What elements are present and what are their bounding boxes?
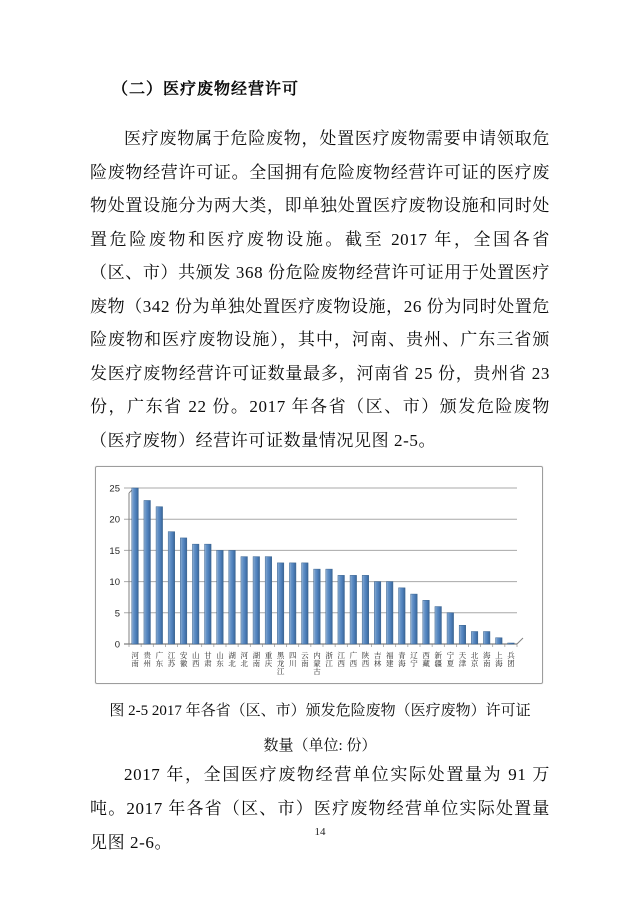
x-category-label: 山西 — [191, 651, 200, 668]
bar — [180, 538, 187, 644]
x-category-label: 海南 — [482, 651, 491, 668]
x-category-label: 新疆 — [434, 651, 442, 668]
bar — [265, 557, 272, 644]
x-category-label: 江西 — [337, 651, 345, 668]
x-category-label: 兵团 — [507, 651, 515, 668]
x-category-label: 辽宁 — [410, 651, 418, 668]
bar — [483, 632, 490, 644]
x-category-label: 贵州 — [143, 651, 151, 668]
bar — [289, 563, 296, 644]
body-paragraph-1: 医疗废物属于危险废物，处置医疗废物需要申请领取危险废物经营许可证。全国拥有危险废物经营许可证的医疗废物处置设施分为两大类，即单独处置医疗废物设施和同时处置危险废物和医疗废物设施。截至 2017 年，全国各省（区、市）共颁发 368 份危险废物经营许可证用于处置医疗废物（342 份为单独处置医疗废物设施，26 份为同时处置危险废物和医疗废物设施），其中，河南、贵州、广东三省颁发医疗废物经营许可证数量最多，河南省 25 份，贵州省 23 份，广东省 22 份。2017 年各省（区、市）颁发危险废物（医疗废物）经营许可证数量情况见图 2-5。 — [90, 129, 550, 450]
x-category-label: 湖北 — [228, 651, 236, 668]
bar — [277, 563, 284, 644]
bar — [326, 569, 333, 644]
x-category-label: 四川 — [288, 651, 297, 668]
x-category-label: 内蒙古 — [313, 651, 321, 676]
x-category-label: 浙江 — [325, 651, 333, 668]
body-paragraph-2: 2017 年，全国医疗废物经营单位实际处置量为 91 万吨。2017 年各省（区、市）医疗废物经营单位实际处置量见图 2-6。 — [90, 765, 550, 852]
x-category-label: 上海 — [495, 651, 503, 668]
bar — [168, 532, 175, 644]
bar — [423, 600, 430, 644]
bar — [229, 550, 236, 644]
bar — [156, 507, 163, 644]
bar — [447, 613, 454, 644]
x-category-label: 广东 — [155, 651, 164, 668]
bar — [314, 569, 321, 644]
x-category-label: 江苏 — [167, 651, 176, 668]
bar — [302, 563, 309, 644]
bar — [144, 500, 151, 644]
x-category-label: 青海 — [398, 651, 406, 668]
y-tick-label: 5 — [114, 608, 120, 620]
figure-caption-line2: 数量（单位: 份） — [263, 738, 377, 754]
section-heading: （二）医疗废物经营许可 — [112, 81, 300, 98]
bar — [411, 594, 418, 644]
bar — [508, 643, 515, 644]
x-category-label: 吉林 — [373, 651, 382, 668]
y-tick-label: 0 — [114, 639, 120, 651]
bar — [459, 625, 466, 644]
y-tick-label: 20 — [109, 514, 120, 526]
chart-svg — [96, 467, 542, 683]
x-category-label: 甘肃 — [204, 651, 212, 668]
bar — [205, 544, 212, 644]
x-category-label: 安徽 — [179, 651, 188, 668]
bar — [217, 550, 224, 644]
bar — [374, 582, 381, 644]
x-category-label: 福建 — [385, 651, 394, 668]
bar — [362, 575, 369, 644]
x-category-label: 广西 — [349, 651, 358, 668]
x-category-label: 黑龙江 — [276, 651, 285, 676]
y-tick-label: 25 — [109, 483, 120, 495]
bar — [386, 582, 393, 644]
x-category-label: 陕西 — [361, 651, 370, 668]
x-category-label: 云南 — [301, 651, 309, 668]
bar — [350, 575, 357, 644]
x-category-label: 宁夏 — [446, 651, 455, 668]
bar — [435, 607, 442, 644]
x-category-label: 河北 — [240, 651, 248, 668]
bar — [132, 488, 139, 644]
x-category-label: 西藏 — [422, 651, 430, 668]
floor-edge-right — [517, 638, 523, 644]
x-category-label: 天津 — [458, 651, 467, 668]
bar — [399, 588, 406, 644]
bar — [241, 557, 248, 644]
x-category-label: 河南 — [131, 651, 139, 668]
x-category-label: 山东 — [216, 651, 224, 668]
bar — [496, 638, 503, 644]
x-category-label: 北京 — [470, 651, 479, 668]
y-tick-label: 10 — [109, 577, 120, 589]
y-tick-label: 15 — [109, 545, 120, 557]
x-category-label: 重庆 — [264, 651, 273, 668]
figure-caption-line1: 图 2-5 2017 年各省（区、市）颁发危险废物（医疗废物）许可证 — [109, 703, 531, 719]
bar — [471, 632, 478, 644]
bar — [338, 575, 345, 644]
page-number: 14 — [314, 826, 326, 838]
x-category-label: 湖南 — [252, 651, 261, 668]
bar — [253, 557, 260, 644]
bar — [192, 544, 199, 644]
figure-2-5-bar-chart — [95, 466, 543, 684]
